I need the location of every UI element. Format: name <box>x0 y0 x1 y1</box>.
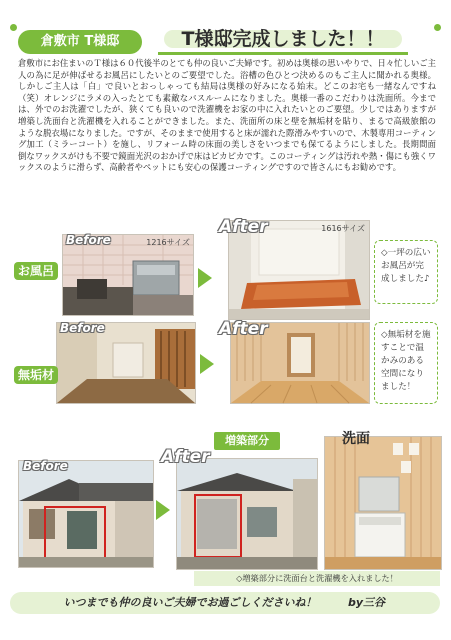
washroom-tag: 洗面 <box>342 431 370 447</box>
footer-message: いつまでも仲の良いご夫婦でお過ごしくださいね！ <box>63 596 317 609</box>
bath-after-photo <box>219 217 370 320</box>
corner-dot <box>434 24 441 31</box>
exterior-after-photo <box>161 447 318 570</box>
washroom-photo <box>324 436 442 570</box>
arrow-right-icon <box>198 268 212 288</box>
bath-before-photo <box>62 234 194 316</box>
bath-section-label: お風呂 <box>14 262 58 280</box>
muku-before-photo <box>56 322 196 404</box>
exterior-before-photo <box>18 460 154 568</box>
muku-before-label: Before <box>60 321 105 335</box>
muku-before-image <box>57 323 195 403</box>
exterior-after-image <box>177 459 317 569</box>
exterior-after-label: After <box>161 447 210 467</box>
bath-before-size: 1216サイズ <box>146 238 190 247</box>
corner-dot <box>10 24 17 31</box>
bath-before-label: Before <box>66 233 111 247</box>
muku-section-label: 無垢材 <box>14 366 58 384</box>
intro-paragraph: 倉敷市にお住まいのＴ様は６０代後半のとても仲の良いご夫婦です。初めは奥様の思いやりで、日々忙しいご主人の為に足が伸ばせるお風呂にしたいとのご要望でした。浴槽の色ひとつ決めるのもご主人に聞かれる奥様。しかしご主人は「白」で良いとおっしゃっても結局は奥様の好みになる始末。どこのお宅も一緒なんですね（笑）オレンジにラメの入ったとても素敵なバスルームになりました。奥様一番のこだわりは洗面所。今までは、外でのお洗濯でしたが、狭くても良いので洗濯機をお家の中に入れたいとのご要望。少しではありますが増築し洗面台と洗濯機を入れることができました。また、洗面所の床と壁を無垢材を貼り、まるで高級旅館のような脱衣場になりました。ですが、そのままで使用すると床が濡れた際滑みやすいので、木製専用コーティング加工（ミラーコート）を施し、リフォーム時の床面の美しさをいつまでも保てるようにしました。長期間面倒なワックスがけも不要で鏡面光沢のおかげで床はピカピカです。このコーティングは汚れや熱・傷にも強くワックスのように滑らず、高齢者やペットにも安心の保護コーティングですので皆さんにもお勧めです。 <box>18 58 436 173</box>
muku-after-photo <box>219 319 370 404</box>
muku-after-label: After <box>219 319 268 339</box>
bath-note: ◇一坪の広いお風呂が完成しました♪ <box>374 240 438 304</box>
extension-caption: ◇増築部分に洗面台と洗濯機を入れました！ <box>194 571 440 586</box>
bath-after-label: After <box>219 217 268 237</box>
washroom-image <box>325 437 441 569</box>
extension-tag: 増築部分 <box>214 432 280 450</box>
page-headline: T様邸完成しました！！ <box>158 26 408 55</box>
bath-after-size: 1616サイズ <box>321 224 365 233</box>
arrow-right-icon <box>156 500 170 520</box>
exterior-before-image <box>19 461 153 567</box>
footer-author: by三谷 <box>348 596 386 609</box>
exterior-before-label: Before <box>23 459 68 473</box>
arrow-right-icon <box>200 354 214 374</box>
client-title: 倉敷市 T様邸 <box>18 30 142 54</box>
muku-note: ◇無垢材を施すことで温かみのある空間になりました！ <box>374 322 438 404</box>
